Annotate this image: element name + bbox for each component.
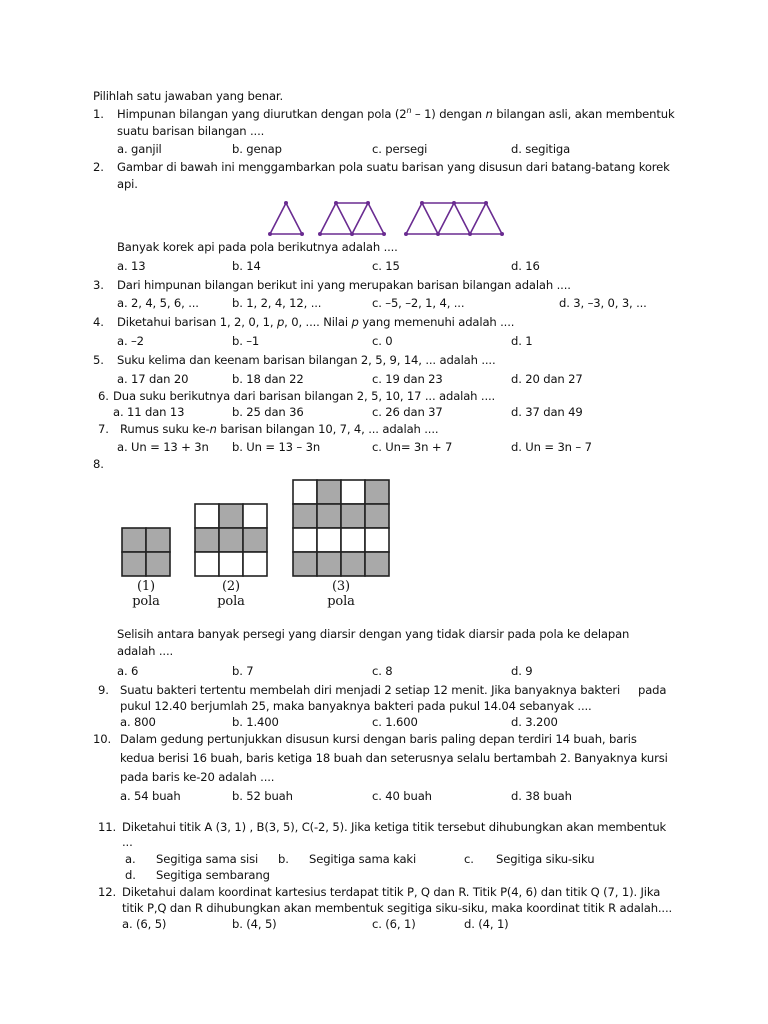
question-4-number: 4. bbox=[93, 315, 104, 329]
square-pattern-3 bbox=[293, 480, 389, 609]
option-5c[interactable]: c. 19 dan 23 bbox=[372, 372, 443, 386]
option-8d[interactable]: d. 9 bbox=[511, 664, 533, 678]
matchstick-joint bbox=[382, 232, 386, 236]
matchstick bbox=[438, 203, 454, 234]
shaded-square bbox=[341, 552, 365, 576]
option-11a[interactable]: Segitiga sama sisi bbox=[156, 852, 259, 866]
option-9a[interactable]: a. 800 bbox=[120, 715, 156, 729]
pattern-number-label: (3) bbox=[332, 579, 350, 594]
question-2-number: 2. bbox=[93, 160, 104, 174]
shaded-square bbox=[293, 504, 317, 528]
option-11c[interactable]: Segitiga siku-siku bbox=[496, 852, 595, 866]
matchstick-joint bbox=[452, 201, 456, 205]
question-8-text: Selisih antara banyak persegi yang diarsir dengan yang tidak diarsir pada pola ke delapan bbox=[117, 627, 630, 641]
question-2-text-line2: api. bbox=[117, 177, 138, 191]
question-1-number: 1. bbox=[93, 107, 104, 121]
option-12c[interactable]: c. (6, 1) bbox=[372, 917, 416, 931]
question-6-number: 6. bbox=[98, 389, 109, 403]
question-3-number: 3. bbox=[93, 278, 104, 292]
option-6c[interactable]: c. 26 dan 37 bbox=[372, 405, 443, 419]
question-9-text-tail: pada bbox=[638, 683, 667, 697]
matchstick bbox=[470, 203, 486, 234]
question-8-number: 8. bbox=[93, 457, 104, 471]
matchstick bbox=[286, 203, 302, 234]
question-7-number: 7. bbox=[98, 422, 109, 436]
shaded-square bbox=[317, 504, 341, 528]
option-1a[interactable]: a. ganjil bbox=[117, 142, 162, 156]
option-7b[interactable]: b. Un = 13 – 3n bbox=[232, 440, 321, 454]
question-9-text-line2: pukul 12.40 berjumlah 25, maka banyaknya bakteri pada pukul 14.04 sebanyak .... bbox=[120, 699, 592, 713]
matchstick bbox=[270, 203, 286, 234]
option-9c[interactable]: c. 1.600 bbox=[372, 715, 418, 729]
option-6a[interactable]: a. 11 dan 13 bbox=[113, 405, 185, 419]
option-7a[interactable]: a. Un = 13 + 3n bbox=[117, 440, 209, 454]
matchstick bbox=[406, 203, 422, 234]
matchstick bbox=[422, 203, 438, 234]
matchstick-joint bbox=[350, 232, 354, 236]
question-5-number: 5. bbox=[93, 353, 104, 367]
shaded-square bbox=[317, 552, 341, 576]
unshaded-square bbox=[341, 480, 365, 504]
matchstick-joint bbox=[300, 232, 304, 236]
matchstick bbox=[486, 203, 502, 234]
matchstick bbox=[368, 203, 384, 234]
matchstick-joint bbox=[436, 232, 440, 236]
question-1-text-line2: suatu barisan bilangan .... bbox=[117, 124, 265, 138]
question-4-text: Diketahui barisan 1, 2, 0, 1, p, 0, .... Nilai p yang memenuhi adalah .... bbox=[117, 315, 515, 329]
pattern-word-label: pola bbox=[217, 594, 245, 609]
matchstick bbox=[320, 203, 336, 234]
unshaded-square bbox=[341, 528, 365, 552]
unshaded-square bbox=[243, 504, 267, 528]
matchstick-pattern-2 bbox=[318, 201, 386, 236]
shaded-square bbox=[122, 552, 146, 576]
option-6b[interactable]: b. 25 dan 36 bbox=[232, 405, 304, 419]
question-11-number: 11. bbox=[98, 820, 116, 834]
option-1c[interactable]: c. persegi bbox=[372, 142, 428, 156]
question-3-text: Dari himpunan bilangan berikut ini yang merupakan barisan bilangan adalah .... bbox=[117, 278, 571, 292]
pattern-number-label: (1) bbox=[137, 579, 155, 594]
option-3d[interactable]: d. 3, –3, 0, 3, ... bbox=[559, 296, 647, 310]
shaded-square bbox=[146, 552, 170, 576]
shaded-square bbox=[219, 504, 243, 528]
option-7c[interactable]: c. Un= 3n + 7 bbox=[372, 440, 453, 454]
matchstick-joint bbox=[268, 232, 272, 236]
question-2-text: Gambar di bawah ini menggambarkan pola suatu barisan yang disusun dari batang-batang korek bbox=[117, 160, 670, 174]
pattern-number-label: (2) bbox=[222, 579, 240, 594]
option-11d-letter: d. bbox=[125, 868, 136, 882]
option-8a[interactable]: a. 6 bbox=[117, 664, 139, 678]
option-11a-letter: a. bbox=[125, 852, 136, 866]
shaded-square bbox=[317, 480, 341, 504]
unshaded-square bbox=[219, 552, 243, 576]
option-4b[interactable]: b. –1 bbox=[232, 334, 260, 348]
shaded-square bbox=[219, 528, 243, 552]
option-3a[interactable]: a. 2, 4, 5, 6, ... bbox=[117, 296, 199, 310]
shaded-square bbox=[146, 528, 170, 552]
option-11b-letter: b. bbox=[278, 852, 289, 866]
option-8c[interactable]: c. 8 bbox=[372, 664, 393, 678]
option-10a[interactable]: a. 54 buah bbox=[120, 789, 181, 803]
option-10d[interactable]: d. 38 buah bbox=[511, 789, 572, 803]
option-11c-letter: c. bbox=[464, 852, 474, 866]
pattern-word-label: pola bbox=[132, 594, 160, 609]
shaded-square bbox=[243, 528, 267, 552]
option-12b[interactable]: b. (4, 5) bbox=[232, 917, 277, 931]
shaded-square bbox=[195, 528, 219, 552]
unshaded-square bbox=[365, 528, 389, 552]
question-10-text-line2: kedua berisi 16 buah, baris ketiga 18 buah dan seterusnya selalu bertambah 2. Banyaknya kursi bbox=[120, 751, 668, 765]
question-11-text: Diketahui titik A (3, 1) , B(3, 5), C(-2, 5). Jika ketiga titik tersebut dihubungkan akan membentuk bbox=[122, 820, 667, 834]
shaded-square bbox=[365, 552, 389, 576]
unshaded-square bbox=[317, 528, 341, 552]
matchstick-joint bbox=[366, 201, 370, 205]
option-5b[interactable]: b. 18 dan 22 bbox=[232, 372, 304, 386]
option-6d[interactable]: d. 37 dan 49 bbox=[511, 405, 583, 419]
option-1b[interactable]: b. genap bbox=[232, 142, 282, 156]
option-4d[interactable]: d. 1 bbox=[511, 334, 533, 348]
option-4c[interactable]: c. 0 bbox=[372, 334, 393, 348]
shaded-squares-pattern-figure bbox=[0, 480, 768, 620]
question-10-number: 10. bbox=[93, 732, 111, 746]
option-1d[interactable]: d. segitiga bbox=[511, 142, 571, 156]
matchstick-joint bbox=[420, 201, 424, 205]
unshaded-square bbox=[293, 480, 317, 504]
option-2b[interactable]: b. 14 bbox=[232, 259, 261, 273]
question-11-text-line2: ... bbox=[122, 835, 133, 849]
question-9-number: 9. bbox=[98, 683, 109, 697]
matchstick-pattern-1 bbox=[268, 201, 304, 236]
shaded-square bbox=[122, 528, 146, 552]
question-12-text: Diketahui dalam koordinat kartesius terdapat titik P, Q dan R. Titik P(4, 6) dan titik Q (7, 1). Jika bbox=[122, 885, 661, 899]
matchstick-joint bbox=[334, 201, 338, 205]
option-8b[interactable]: b. 7 bbox=[232, 664, 254, 678]
question-2-prompt: Banyak korek api pada pola berikutnya adalah .... bbox=[117, 240, 398, 254]
unshaded-square bbox=[195, 504, 219, 528]
option-2c[interactable]: c. 15 bbox=[372, 259, 400, 273]
shaded-square bbox=[293, 552, 317, 576]
unshaded-square bbox=[195, 552, 219, 576]
matchstick-joint bbox=[404, 232, 408, 236]
pattern-word-label: pola bbox=[327, 594, 355, 609]
question-10-text-line3: pada baris ke-20 adalah .... bbox=[120, 770, 275, 784]
unshaded-square bbox=[293, 528, 317, 552]
question-9-text: Suatu bakteri tertentu membelah diri menjadi 2 setiap 12 menit. Jika banyaknya bakteri bbox=[120, 683, 621, 697]
shaded-square bbox=[341, 504, 365, 528]
question-6-text: Dua suku berikutnya dari barisan bilangan 2, 5, 10, 17 ... adalah .... bbox=[113, 389, 496, 403]
option-5d[interactable]: d. 20 dan 27 bbox=[511, 372, 583, 386]
option-4a[interactable]: a. –2 bbox=[117, 334, 144, 348]
question-1-text: Himpunan bilangan yang diurutkan dengan pola (2$^n$ – 1) dengan n bilangan asli, akan membentuk bbox=[117, 106, 675, 121]
option-2d[interactable]: d. 16 bbox=[511, 259, 540, 273]
question-12-text-line2: titik P,Q dan R dihubungkan akan membentuk segitiga siku-siku, maka koordinat titik R adalah.... bbox=[122, 901, 673, 915]
question-12-number: 12. bbox=[98, 885, 116, 899]
option-3b[interactable]: b. 1, 2, 4, 12, ... bbox=[232, 296, 322, 310]
matchstick bbox=[352, 203, 368, 234]
option-7d[interactable]: d. Un = 3n – 7 bbox=[511, 440, 592, 454]
matchstick-pattern-3 bbox=[404, 201, 504, 236]
unshaded-square bbox=[243, 552, 267, 576]
option-9b[interactable]: b. 1.400 bbox=[232, 715, 279, 729]
option-10b[interactable]: b. 52 buah bbox=[232, 789, 293, 803]
matchstick-joint bbox=[500, 232, 504, 236]
matchstick bbox=[454, 203, 470, 234]
question-10-text: Dalam gedung pertunjukkan disusun kursi dengan baris paling depan terdiri 14 buah, baris bbox=[120, 732, 637, 746]
matchstick-joint bbox=[318, 232, 322, 236]
option-2a[interactable]: a. 13 bbox=[117, 259, 146, 273]
option-12a[interactable]: a. (6, 5) bbox=[122, 917, 167, 931]
square-pattern-1 bbox=[122, 528, 170, 609]
matchstick-joint bbox=[468, 232, 472, 236]
option-11d[interactable]: Segitiga sembarang bbox=[156, 868, 270, 882]
shaded-square bbox=[365, 480, 389, 504]
shaded-square bbox=[365, 504, 389, 528]
option-3c[interactable]: c. –5, –2, 1, 4, ... bbox=[372, 296, 465, 310]
option-12d[interactable]: d. (4, 1) bbox=[464, 917, 509, 931]
question-8-text-line2: adalah .... bbox=[117, 644, 174, 658]
option-10c[interactable]: c. 40 buah bbox=[372, 789, 432, 803]
matchstick-joint bbox=[484, 201, 488, 205]
option-5a[interactable]: a. 17 dan 20 bbox=[117, 372, 189, 386]
instruction: Pilihlah satu jawaban yang benar. bbox=[93, 89, 283, 103]
question-5-text: Suku kelima dan keenam barisan bilangan 2, 5, 9, 14, ... adalah .... bbox=[117, 353, 496, 367]
question-7-text: Rumus suku ke-n barisan bilangan 10, 7, 4, ... adalah .... bbox=[120, 422, 439, 436]
matchstick-joint bbox=[284, 201, 288, 205]
option-9d[interactable]: d. 3.200 bbox=[511, 715, 558, 729]
matchstick bbox=[336, 203, 352, 234]
square-pattern-2 bbox=[195, 504, 267, 609]
option-11b[interactable]: Segitiga sama kaki bbox=[309, 852, 417, 866]
